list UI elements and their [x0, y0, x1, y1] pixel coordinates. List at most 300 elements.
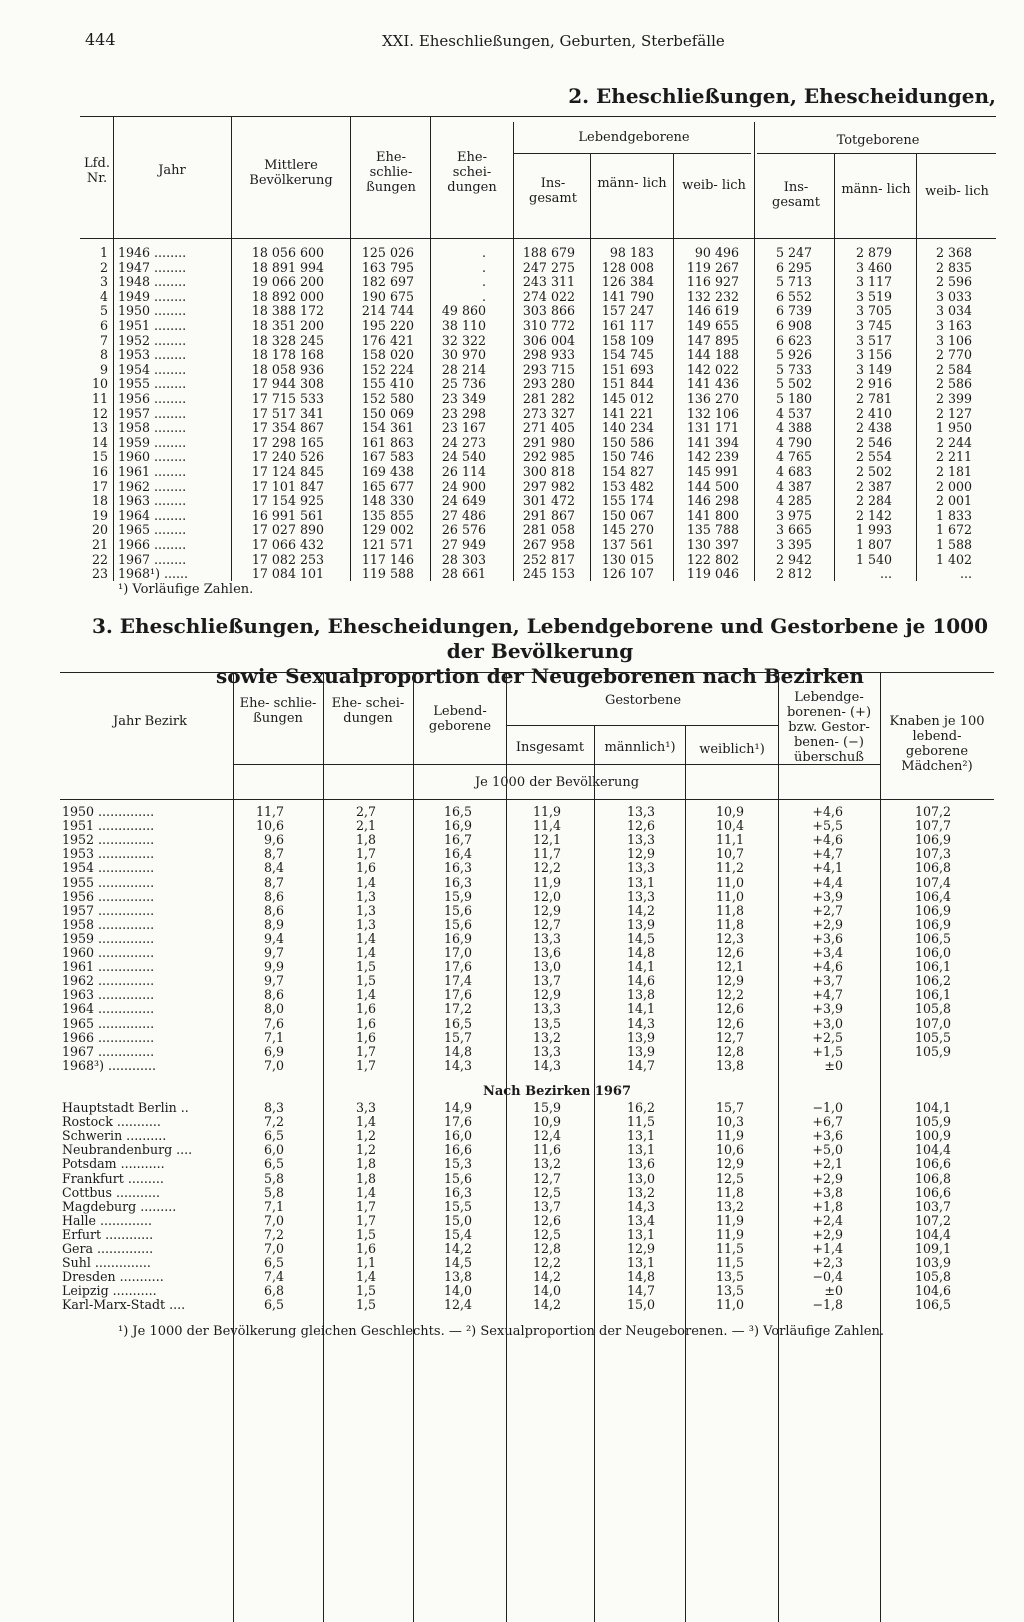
t3-year-cell-gm: 13,9: [626, 916, 655, 932]
t2-cell-lg: 297 982: [522, 478, 575, 494]
t2-cell-tg: 3 665: [775, 522, 812, 538]
t2-cell-lw: 141 800: [686, 507, 739, 523]
t2-cell-sch: 32 322: [441, 332, 486, 348]
t2-header-lg-insgesamt: Ins- gesamt: [529, 176, 577, 206]
t2-header-tg-weiblich: weib- lich: [925, 184, 989, 199]
t3-bezirk-cell-label: Hauptstadt Berlin ..: [62, 1100, 189, 1115]
t2-cell-tw: 2 127: [935, 405, 972, 421]
t3-year-cell-lg: 16,9: [443, 930, 472, 946]
t2-cell-lm: 157 247: [601, 303, 654, 319]
t3-year-cell-gw: 12,1: [715, 959, 744, 975]
t2-cell-nr: 10: [91, 376, 108, 392]
t3-bezirk-cell-sch: 1,7: [355, 1198, 376, 1214]
t3-bezirk-cell-label: Magdeburg .........: [62, 1198, 177, 1214]
t2-cell-jahr: 1949 ........: [118, 288, 187, 304]
t2-cell-lg: 291 980: [522, 434, 575, 450]
t2-cell-lg: 273 327: [522, 405, 575, 421]
t3-bezirk-cell-gm: 14,8: [626, 1269, 655, 1285]
t3-bezirk-cell-lg: 14,2: [443, 1241, 472, 1256]
t3-bezirk-cell-gw: 13,5: [715, 1283, 744, 1299]
t3-year-cell-gm: 14,7: [626, 1057, 655, 1073]
t2-cell-tw: 1 950: [935, 420, 972, 436]
t2-cell-jahr: 1959 ........: [118, 434, 187, 450]
t3-bezirk-cell-gi: 12,4: [532, 1128, 561, 1144]
t3-bezirk-cell-sch: 1,5: [355, 1297, 376, 1313]
t3-bezirk-cell-gi: 14,0: [532, 1283, 561, 1299]
t2-cell-es: 161 863: [361, 434, 414, 450]
t3-year-cell-gi: 13,5: [532, 1015, 561, 1031]
t3-bezirk-cell-kn: 105,8: [914, 1269, 951, 1285]
t2-cell-sch: .: [481, 245, 486, 260]
t2-cell-tg: 5 502: [775, 376, 812, 392]
t3-bezirk-cell-gi: 12,8: [532, 1241, 561, 1256]
t2-cell-tw: 3 034: [935, 303, 972, 319]
t2-cell-jahr: 1964 ........: [118, 507, 187, 523]
t2-cell-tg: 6 908: [775, 318, 812, 333]
t2-cell-tm: 3 517: [855, 332, 892, 348]
t3-year-cell-ue: +5,5: [812, 818, 843, 834]
t3-year-cell-es: 8,6: [263, 902, 284, 918]
t2-cell-lw: 142 022: [686, 361, 739, 377]
t2-cell-tm: 2 502: [855, 464, 892, 479]
t3-bezirk-cell-lg: 14,0: [443, 1283, 472, 1299]
t3-year-cell-lg: 15,6: [443, 902, 472, 918]
t2-cell-lg: 281 058: [522, 522, 575, 538]
t2-cell-lg: 274 022: [522, 288, 575, 304]
t3-year-cell-gi: 13,3: [532, 1043, 561, 1059]
t2-cell-jahr: 1950 ........: [118, 303, 187, 319]
t2-cell-tm: 3 519: [855, 288, 892, 304]
t3-year-cell-gm: 13,3: [626, 804, 655, 819]
t3-year-cell-lg: 16,4: [443, 846, 472, 862]
t2-cell-lw: 146 619: [686, 303, 739, 319]
t3-bezirk-cell-ue: +1,4: [812, 1241, 843, 1256]
t3-bezirk-cell-ue: −0,4: [812, 1269, 843, 1285]
t2-cell-nr: 13: [91, 420, 108, 436]
t3-year-cell-es: 11,7: [255, 804, 284, 819]
t2-cell-es: 155 410: [361, 376, 414, 392]
t3-bezirk-cell-es: 6,5: [263, 1128, 284, 1144]
t3-bezirk-cell-gm: 13,1: [626, 1142, 655, 1158]
t2-cell-es: 129 002: [361, 522, 414, 538]
t3-year-cell-gi: 11,4: [532, 818, 561, 834]
t3-bezirk-cell-label: Neubrandenburg ....: [62, 1142, 193, 1158]
t3-year-cell-gm: 12,9: [626, 846, 655, 862]
t3-year-cell-sch: 1,3: [355, 888, 376, 904]
t2-cell-tm: 3 460: [855, 259, 892, 275]
t3-year-cell-label: 1955 ..............: [62, 874, 155, 890]
t3-header-insgesamt: Insgesamt: [515, 740, 585, 755]
t2-header-tg-maennlich: männ- lich: [841, 182, 911, 197]
t3-bezirk-cell-sch: 1,8: [355, 1156, 376, 1172]
t3-year-cell-gw: 12,6: [715, 1015, 744, 1031]
t2-cell-bev: 17 154 925: [251, 493, 324, 509]
t2-cell-tm: 3 149: [855, 361, 892, 377]
t3-year-cell-label: 1953 ..............: [62, 846, 155, 862]
t3-bezirk-cell-sch: 1,5: [355, 1283, 376, 1299]
t3-year-cell-ue: +4,7: [812, 846, 843, 862]
t3-bezirk-cell-gm: 13,6: [626, 1156, 655, 1172]
t2-cell-tg: 5 247: [775, 245, 812, 260]
t2-cell-jahr: 1957 ........: [118, 405, 187, 421]
t2-cell-sch: 26 114: [441, 464, 486, 479]
t3-bezirk-cell-kn: 106,6: [914, 1184, 951, 1200]
t3-year-cell-gw: 13,8: [715, 1057, 744, 1073]
t3-year-cell-gm: 13,1: [626, 874, 655, 890]
t2-cell-lm: 154 827: [601, 464, 654, 479]
t3-bezirk-cell-kn: 100,9: [914, 1128, 951, 1144]
t3-year-cell-kn: 105,5: [914, 1029, 951, 1045]
t3-bezirk-cell-es: 7,4: [263, 1269, 284, 1285]
t3-year-cell-sch: 1,6: [355, 860, 376, 876]
t3-bezirk-cell-gw: 11,5: [715, 1255, 744, 1271]
t2-cell-es: 154 361: [361, 420, 414, 436]
t3-year-cell-es: 8,7: [263, 874, 284, 890]
t3-year-cell-es: 10,6: [255, 818, 284, 834]
t3-bezirk-cell-ue: −1,8: [812, 1297, 843, 1313]
table3-title-line2: sowie Sexualproportion der Neugeborenen nach Bezirken: [216, 664, 864, 688]
t2-cell-bev: 17 298 165: [251, 434, 324, 450]
t2-cell-sch: .: [481, 274, 486, 290]
t3-year-cell-sch: 1,8: [355, 832, 376, 848]
t3-year-cell-kn: 107,0: [914, 1015, 951, 1031]
t2-cell-sch: .: [481, 288, 486, 304]
t3-bezirk-cell-gw: 11,8: [715, 1184, 744, 1200]
t3-year-cell-sch: 1,6: [355, 1029, 376, 1045]
t2-cell-lw: 144 500: [686, 478, 739, 494]
t3-bezirk-cell-gi: 12,5: [532, 1184, 561, 1200]
t2-cell-sch: 25 736: [441, 376, 486, 392]
table2-footnote: ¹) Vorläufige Zahlen.: [118, 582, 254, 597]
t3-year-cell-sch: 1,4: [355, 987, 376, 1003]
t3-year-cell-kn: 107,2: [914, 804, 951, 819]
t2-cell-lm: 145 012: [601, 391, 654, 406]
t3-year-cell-gm: 14,3: [626, 1015, 655, 1031]
t2-cell-lg: 293 715: [522, 361, 575, 377]
t2-cell-bev: 17 715 533: [251, 391, 324, 406]
t3-bezirk-cell-gi: 14,2: [532, 1269, 561, 1285]
t3-year-cell-gi: 13,3: [532, 930, 561, 946]
t3-year-cell-gi: 11,9: [532, 874, 561, 890]
t3-bezirk-cell-label: Suhl ..............: [62, 1255, 151, 1271]
t2-cell-tw: 2 586: [935, 376, 972, 392]
t2-cell-es: 121 571: [361, 537, 414, 552]
t3-bezirk-cell-es: 5,8: [263, 1184, 284, 1200]
t3-year-cell-gw: 12,6: [715, 945, 744, 960]
t3-bezirk-cell-gi: 12,6: [532, 1212, 561, 1228]
t2-cell-nr: 14: [91, 434, 108, 450]
t3-year-cell-es: 8,7: [263, 846, 284, 862]
t3-bezirk-cell-gw: 13,2: [715, 1198, 744, 1214]
t3-year-cell-es: 9,7: [263, 945, 284, 960]
t3-year-cell-gi: 13,0: [532, 959, 561, 975]
t2-cell-lw: 145 991: [686, 464, 739, 479]
t3-bezirk-cell-gw: 11,5: [715, 1241, 744, 1256]
t2-cell-jahr: 1956 ........: [118, 391, 187, 406]
t2-cell-bev: 17 944 308: [251, 376, 324, 392]
t3-bezirk-cell-kn: 104,4: [914, 1142, 951, 1158]
t3-year-cell-label: 1959 ..............: [62, 930, 155, 946]
t3-bezirk-cell-lg: 15,0: [443, 1212, 472, 1228]
t2-cell-lg: 300 818: [522, 464, 575, 479]
t2-cell-jahr: 1962 ........: [118, 478, 187, 494]
t2-cell-lg: 243 311: [522, 274, 575, 290]
t2-cell-es: 182 697: [361, 274, 414, 290]
t2-cell-lw: 131 171: [686, 420, 739, 436]
t2-cell-sch: 23 349: [441, 391, 486, 406]
t2-cell-lg: 310 772: [522, 318, 575, 333]
t3-year-cell-gm: 14,8: [626, 945, 655, 960]
t3-year-cell-sch: 1,3: [355, 916, 376, 932]
t2-cell-lm: 158 109: [601, 332, 654, 348]
t2-cell-lw: 132 106: [686, 405, 739, 421]
t3-bezirk-cell-ue: +2,4: [812, 1212, 843, 1228]
t3-year-cell-sch: 2,7: [355, 804, 376, 819]
t3-year-cell-sch: 1,4: [355, 874, 376, 890]
t3-bezirke-heading: Nach Bezirken 1967: [482, 1084, 632, 1099]
t2-cell-tm: 2 142: [855, 507, 892, 523]
t3-year-cell-ue: ±0: [824, 1057, 843, 1073]
t3-year-cell-sch: 1,5: [355, 973, 376, 989]
t3-year-cell-label: 1965 ..............: [62, 1015, 155, 1031]
t3-year-cell-kn: 106,5: [914, 930, 951, 946]
t2-cell-lw: 132 232: [686, 288, 739, 304]
t3-bezirk-cell-es: 6,0: [263, 1142, 284, 1158]
t3-year-cell-gw: 12,3: [715, 930, 744, 946]
t3-year-cell-ue: +4,6: [812, 804, 843, 819]
t3-year-cell-kn: 105,8: [914, 1001, 951, 1017]
t2-cell-tm: 2 546: [855, 434, 892, 450]
t3-bezirk-cell-es: 8,3: [263, 1100, 284, 1115]
t3-year-cell-lg: 17,2: [443, 1001, 472, 1017]
t3-bezirk-cell-sch: 1,4: [355, 1184, 376, 1200]
t2-cell-lm: 137 561: [601, 537, 654, 552]
t3-bezirk-cell-ue: +3,6: [812, 1128, 843, 1144]
t3-year-cell-gm: 13,9: [626, 1043, 655, 1059]
t2-cell-tw: 2 770: [935, 347, 972, 363]
t2-cell-sch: .: [481, 259, 486, 275]
t3-bezirk-cell-gm: 13,0: [626, 1170, 655, 1186]
t3-year-cell-gw: 11,1: [715, 832, 744, 848]
t2-cell-es: 176 421: [361, 332, 414, 348]
t2-cell-sch: 24 273: [441, 434, 486, 450]
t2-cell-lm: 126 384: [601, 274, 654, 290]
t3-bezirk-cell-es: 7,1: [263, 1198, 284, 1214]
t3-bezirk-cell-lg: 15,6: [443, 1170, 472, 1186]
t2-cell-lg: 188 679: [522, 245, 575, 260]
t3-year-cell-ue: +3,6: [812, 930, 843, 946]
t3-bezirk-cell-label: Schwerin ..........: [62, 1128, 167, 1144]
t3-bezirk-cell-kn: 105,9: [914, 1114, 951, 1130]
t3-bezirk-cell-kn: 104,1: [914, 1100, 951, 1115]
t3-year-cell-ue: +2,9: [812, 916, 843, 932]
t3-bezirk-cell-gm: 13,1: [626, 1255, 655, 1271]
t2-cell-lm: 145 270: [601, 522, 654, 538]
t3-bezirk-cell-ue: +2,3: [812, 1255, 843, 1271]
t2-cell-tg: 4 683: [775, 464, 812, 479]
t3-bezirk-cell-kn: 106,6: [914, 1156, 951, 1172]
t3-year-cell-gw: 11,8: [715, 916, 744, 932]
t2-cell-lg: 267 958: [522, 537, 575, 552]
t2-header-eheschliessungen: Ehe- schlie- ßungen: [366, 150, 416, 195]
t2-cell-jahr: 1963 ........: [118, 493, 187, 509]
t3-year-cell-sch: 1,6: [355, 1001, 376, 1017]
t2-cell-nr: 23: [91, 566, 108, 582]
t2-cell-nr: 12: [91, 405, 108, 421]
t2-cell-tg: 6 623: [775, 332, 812, 348]
t3-year-cell-lg: 16,9: [443, 818, 472, 834]
t3-bezirk-cell-lg: 16,0: [443, 1128, 472, 1144]
t3-year-cell-kn: 106,2: [914, 973, 951, 989]
t3-bezirk-cell-gm: 15,0: [626, 1297, 655, 1313]
t3-bezirk-cell-gi: 12,5: [532, 1226, 561, 1242]
t3-year-cell-lg: 14,3: [443, 1057, 472, 1073]
t3-year-cell-ue: +4,6: [812, 959, 843, 975]
t3-bezirk-cell-sch: 1,2: [355, 1128, 376, 1144]
t3-year-cell-label: 1957 ..............: [62, 902, 155, 918]
t3-year-cell-es: 8,0: [263, 1001, 284, 1017]
t2-cell-jahr: 1951 ........: [118, 318, 187, 333]
t2-cell-lg: 245 153: [522, 566, 575, 582]
t3-bezirk-cell-gm: 12,9: [626, 1241, 655, 1256]
t2-cell-tg: 6 295: [775, 259, 812, 275]
t3-year-cell-gm: 13,9: [626, 1029, 655, 1045]
t2-cell-sch: 49 860: [441, 303, 486, 319]
t2-cell-nr: 6: [99, 318, 108, 333]
t3-bezirk-cell-ue: +2,1: [812, 1156, 843, 1172]
t2-cell-es: 169 438: [361, 464, 414, 479]
t3-year-cell-kn: 106,4: [914, 888, 951, 904]
t2-cell-nr: 2: [99, 259, 108, 275]
t3-header-lebendgeborene: Lebend- geborene: [428, 704, 492, 734]
t2-cell-nr: 16: [91, 464, 108, 479]
t2-cell-jahr: 1958 ........: [118, 420, 187, 436]
t3-bezirk-cell-gi: 14,2: [532, 1297, 561, 1313]
t3-bezirk-cell-sch: 1,6: [355, 1241, 376, 1256]
t2-cell-bev: 17 101 847: [251, 478, 324, 494]
t3-bezirk-cell-ue: +2,9: [812, 1170, 843, 1186]
t2-cell-es: 214 744: [361, 303, 414, 319]
t3-bezirk-cell-gi: 13,7: [532, 1198, 561, 1214]
t3-bezirk-cell-gm: 14,7: [626, 1283, 655, 1299]
t3-bezirk-cell-ue: −1,0: [812, 1100, 843, 1115]
t3-header-je1000: Je 1000 der Bevölkerung: [474, 775, 640, 790]
t2-cell-bev: 18 058 936: [251, 361, 324, 377]
t2-cell-nr: 21: [91, 537, 108, 552]
t3-year-cell-kn: 107,4: [914, 874, 951, 890]
t2-cell-jahr: 1968¹) ......: [118, 566, 189, 582]
t3-bezirk-cell-kn: 106,5: [914, 1297, 951, 1313]
t2-cell-lm: 150 586: [601, 434, 654, 450]
t2-cell-lg: 291 867: [522, 507, 575, 523]
t2-cell-tw: 2 001: [935, 493, 972, 509]
t2-cell-es: 125 026: [361, 245, 414, 260]
t3-bezirk-cell-sch: 1,5: [355, 1226, 376, 1242]
t2-cell-lm: 151 844: [601, 376, 654, 392]
t2-cell-tw: 1 672: [935, 522, 972, 538]
t3-bezirk-cell-es: 6,5: [263, 1297, 284, 1313]
t2-cell-bev: 17 084 101: [251, 566, 324, 582]
t3-year-cell-ue: +2,7: [812, 902, 843, 918]
t2-cell-es: 117 146: [361, 551, 414, 567]
t2-header-ehescheidungen: Ehe- schei- dungen: [447, 150, 497, 195]
t2-cell-jahr: 1961 ........: [118, 464, 187, 479]
t3-bezirk-cell-gi: 11,6: [532, 1142, 561, 1158]
t3-year-cell-gm: 12,6: [626, 818, 655, 834]
t2-cell-tg: 4 790: [775, 434, 812, 450]
page-number: 444: [85, 30, 116, 49]
t3-year-cell-lg: 16,3: [443, 860, 472, 876]
t2-cell-lm: 130 015: [601, 551, 654, 567]
t2-header-lebendgeborene: Lebendgeborene: [578, 130, 690, 145]
t3-year-cell-ue: +3,4: [812, 945, 843, 960]
t2-cell-lm: 150 067: [601, 507, 654, 523]
t3-bezirk-cell-es: 6,5: [263, 1255, 284, 1271]
t2-cell-es: 195 220: [361, 318, 414, 333]
t3-year-cell-ue: +3,9: [812, 1001, 843, 1017]
t3-year-cell-gm: 14,6: [626, 973, 655, 989]
t3-year-cell-gm: 14,1: [626, 1001, 655, 1017]
t2-cell-sch: 30 970: [441, 347, 486, 363]
t3-bezirk-cell-gw: 10,6: [715, 1142, 744, 1158]
t3-year-cell-gw: 11,0: [715, 888, 744, 904]
t3-bezirk-cell-ue: +2,9: [812, 1226, 843, 1242]
t3-bezirk-cell-label: Frankfurt .........: [62, 1170, 164, 1186]
t3-year-cell-gm: 14,2: [626, 902, 655, 918]
t3-year-cell-sch: 1,4: [355, 945, 376, 960]
t2-cell-nr: 1: [99, 245, 108, 260]
t2-cell-bev: 18 351 200: [251, 318, 324, 333]
t3-year-cell-es: 7,6: [263, 1015, 284, 1031]
t3-bezirk-cell-gw: 12,9: [715, 1156, 744, 1172]
t3-year-cell-kn: 105,9: [914, 1043, 951, 1059]
t2-cell-tm: 2 879: [855, 245, 892, 260]
t3-bezirk-cell-gw: 15,7: [715, 1100, 744, 1115]
t3-bezirk-cell-lg: 15,4: [443, 1226, 472, 1242]
t2-cell-tw: 1 402: [935, 551, 972, 567]
t2-cell-lw: 149 655: [686, 318, 739, 333]
t2-cell-es: 150 069: [361, 405, 414, 421]
t3-year-cell-gi: 12,9: [532, 902, 561, 918]
t2-cell-lg: 306 004: [522, 332, 575, 348]
t3-year-cell-label: 1951 ..............: [62, 818, 155, 834]
t3-year-cell-gw: 12,2: [715, 987, 744, 1003]
t2-cell-tg: 5 733: [775, 361, 812, 377]
t2-cell-lw: 146 298: [686, 493, 739, 509]
t3-bezirk-cell-label: Dresden ...........: [62, 1269, 164, 1285]
t3-year-cell-gm: 13,3: [626, 888, 655, 904]
t3-year-cell-label: 1954 ..............: [62, 860, 155, 876]
t3-bezirk-cell-gm: 13,1: [626, 1128, 655, 1144]
t3-year-cell-gi: 13,2: [532, 1029, 561, 1045]
t3-year-cell-label: 1964 ..............: [62, 1001, 155, 1017]
t2-cell-jahr: 1966 ........: [118, 537, 187, 552]
t3-year-cell-label: 1950 ..............: [62, 804, 155, 819]
t2-cell-bev: 18 328 245: [251, 332, 324, 348]
t2-cell-lw: 141 436: [686, 376, 739, 392]
t3-year-cell-gm: 13,3: [626, 860, 655, 876]
t2-cell-es: 190 675: [361, 288, 414, 304]
t2-cell-sch: 23 167: [441, 420, 486, 436]
t2-cell-lw: 144 188: [686, 347, 739, 363]
t3-year-cell-label: 1966 ..............: [62, 1029, 155, 1045]
t2-cell-lg: 292 985: [522, 449, 575, 465]
t3-year-cell-es: 9,6: [263, 832, 284, 848]
t3-bezirk-cell-sch: 1,4: [355, 1269, 376, 1285]
t3-year-cell-gi: 13,6: [532, 945, 561, 960]
t3-year-cell-lg: 15,6: [443, 916, 472, 932]
t2-cell-tm: 2 410: [855, 405, 892, 421]
